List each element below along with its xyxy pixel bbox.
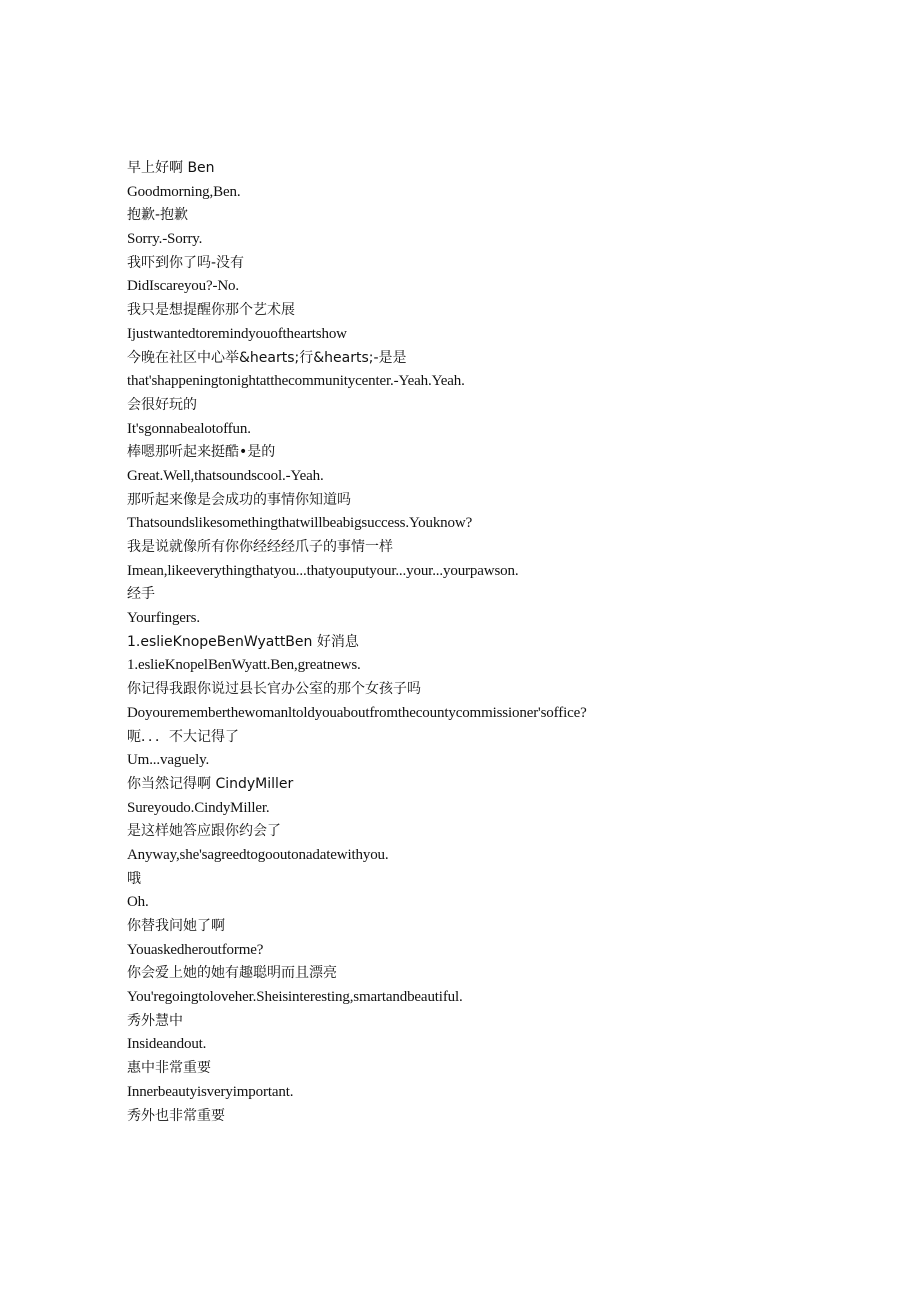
english-line: 1.eslieKnopelBenWyatt.Ben,greatnews. (127, 657, 361, 674)
english-line: that'shappeningtonightatthecommunitycenter.-Yeah.Yeah. (127, 373, 465, 390)
chinese-line: 秀外也非常重要 (127, 1107, 225, 1124)
transcript-lines (127, 157, 867, 1128)
english-line: Ijustwantedtoremindyouoftheartshow (127, 325, 347, 342)
english-line: It'sgonnabealotoffun. (127, 420, 251, 437)
english-line: Great.Well,thatsoundscool.-Yeah. (127, 467, 324, 484)
chinese-line: 抱歉-抱歉 (127, 207, 189, 224)
chinese-line: 你当然记得啊 CindyMiller (127, 775, 294, 792)
chinese-line: 经手 (127, 586, 155, 603)
chinese-line: 我只是想提醒你那个艺术展 (127, 302, 295, 319)
chinese-line: 今晚在社区中心举&hearts;行&hearts;-是是 (127, 349, 407, 366)
english-line: Um...vaguely. (127, 752, 210, 769)
chinese-line: 那听起来像是会成功的事情你知道吗 (127, 491, 351, 508)
english-line: Youaskedheroutforme? (127, 941, 264, 958)
english-line: Innerbeautyisveryimportant. (127, 1083, 294, 1100)
chinese-line: 我是说就像所有你你经经经爪子的事情一样 (127, 539, 393, 555)
chinese-line: 早上好啊 Ben (127, 160, 215, 176)
english-line: You'regoingtoloveher.Sheisinteresting,smartandbeautiful. (127, 989, 463, 1006)
chinese-line: 你会爱上她的她有趣聪明而且漂亮 (127, 965, 337, 982)
english-line: Doyourememberthewomanltoldyouaboutfromthecountycommissioner'soffice? (127, 704, 587, 721)
english-line: Yourfingers. (127, 610, 200, 627)
chinese-line: 你记得我跟你说过县长官办公室的那个女孩子吗 (127, 681, 421, 698)
chinese-line: 棒嗯那听起来挺酷•是的 (127, 444, 276, 461)
chinese-line: 会很好玩的 (127, 396, 197, 413)
chinese-line: 我吓到你了吗-没有 (127, 254, 245, 271)
chinese-line: 是这样她答应跟你约会了 (127, 823, 281, 840)
english-line: Goodmorning,Ben. (127, 183, 241, 200)
chinese-line: 惠中非常重要 (127, 1060, 211, 1077)
english-line: Oh. (127, 894, 149, 911)
chinese-line: 你替我问她了啊 (127, 918, 225, 934)
english-line: Imean,likeeverythingthatyou...thatyouputyour...your...yourpawson. (127, 562, 519, 579)
english-line: Sureyoudo.CindyMiller. (127, 799, 270, 816)
english-line: DidIscareyou?-No. (127, 278, 239, 295)
chinese-line: 哦 (127, 870, 141, 887)
english-line: Thatsoundslikesomethingthatwillbeabigsuccess.Youknow? (127, 515, 473, 532)
chinese-line: 秀外慧中 (127, 1012, 183, 1029)
english-line: Insideandout. (127, 1036, 207, 1053)
english-line: Sorry.-Sorry. (127, 231, 203, 248)
english-line: Anyway,she'sagreedtogooutonadatewithyou. (127, 846, 389, 863)
chinese-line: 呃．．．不大记得了 (127, 728, 239, 745)
chinese-line: 1.eslieKnopeBenWyattBen 好消息 (127, 633, 359, 650)
